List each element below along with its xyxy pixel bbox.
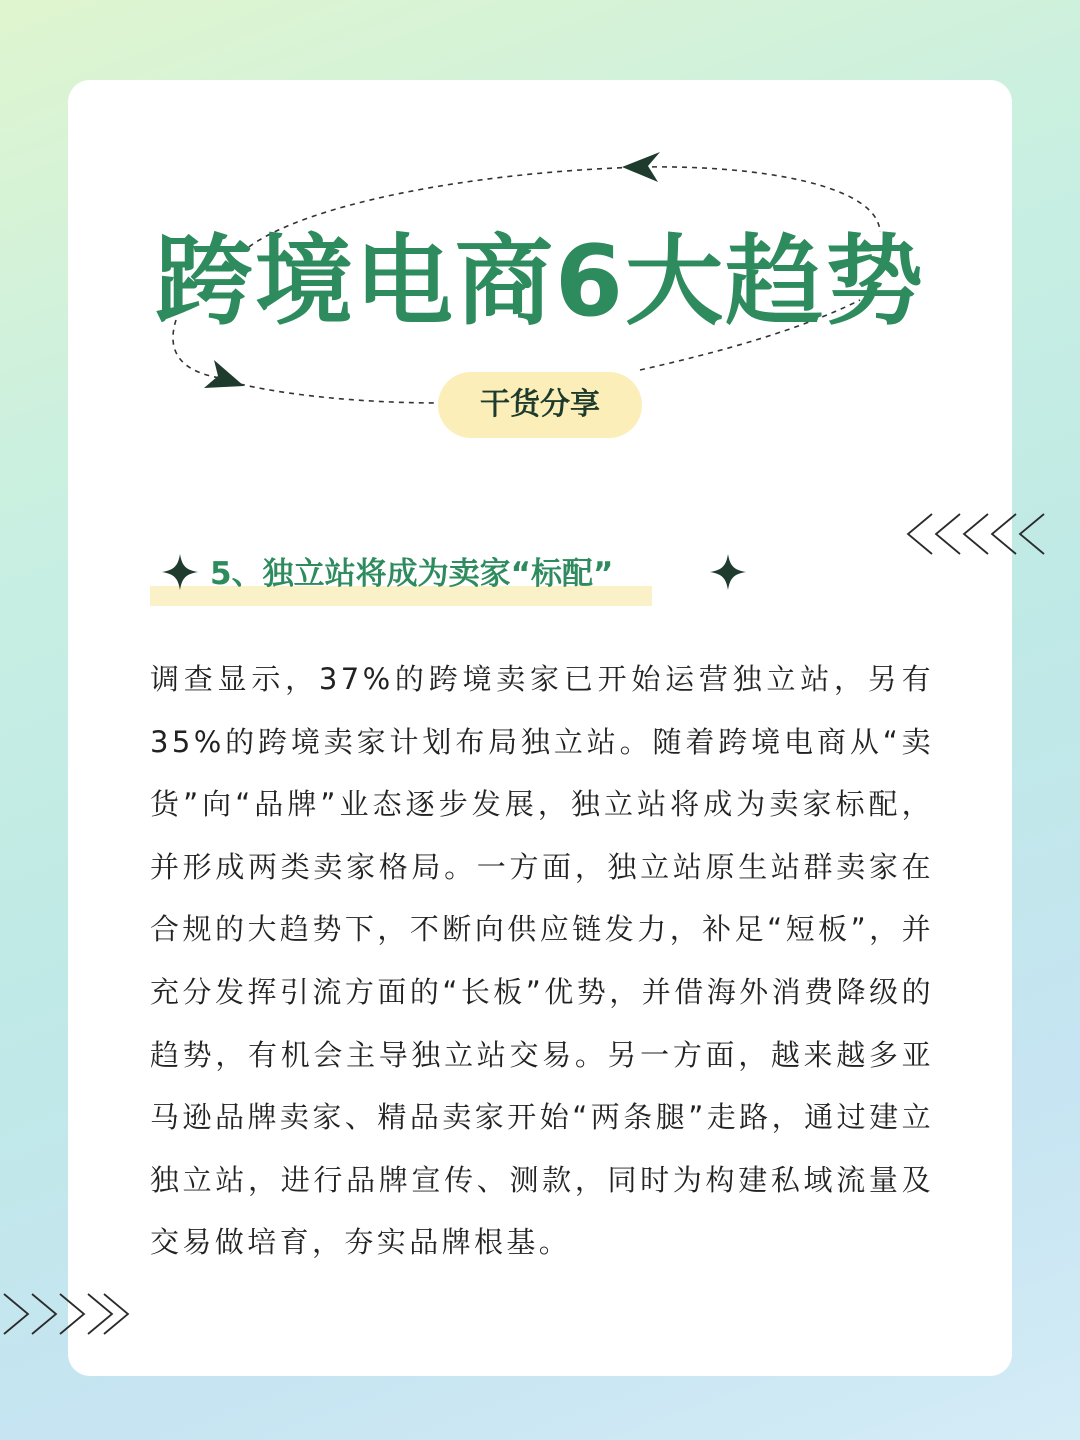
tag-badge: 干货分享: [438, 372, 642, 438]
four-point-star-icon: [708, 552, 748, 592]
section-heading: [148, 548, 768, 608]
chevron-left-pattern-icon: [900, 510, 1060, 558]
chevron-right-pattern-icon: [0, 1290, 140, 1338]
body-paragraph: 调查显示，37%的跨境卖家已开始运营独立站，另有35%的跨境卖家计划布局独立站。随着跨境电商从“卖货”向“品牌”业态逐步发展，独立站将成为卖家标配，并形成两类卖家格局。一方面，独立站原生站群卖家在合规的大趋势下，不断向供应链发力，补足“短板”，并充分发挥引流方面的“长板”优势，并借海外消费降级的趋势，有机会主导独立站交易。另一方面，越来越多亚马逊品牌卖家、精品卖家开始“两条腿”走路，通过建立独立站，进行品牌宣传、测款，同时为构建私域流量及交易做培育，夯实品牌根基。: [150, 662, 934, 1260]
section-title: 5、独立站将成为卖家“标配”: [210, 556, 614, 592]
four-point-star-icon: [160, 552, 200, 592]
page-title: 跨境电商6大趋势: [154, 225, 926, 339]
